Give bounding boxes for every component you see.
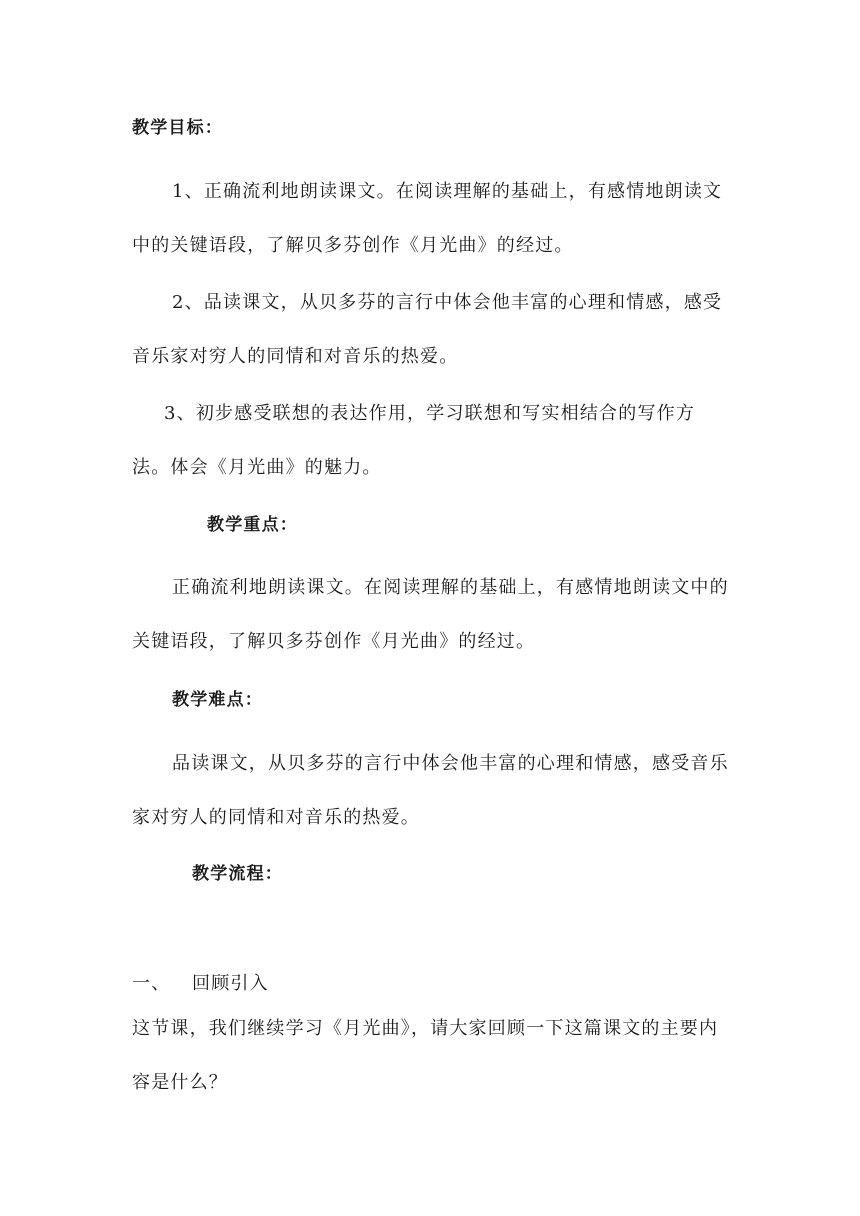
section-1-paragraph: 这节课，我们继续学习《月光曲》，请大家回顾一下这篇课文的主要内容是什么？ <box>132 1018 719 1093</box>
goal-3-paragraph: 3、初步感受联想的表达作用，学习联想和写实相结合的写作方法。体会《月光曲》的魅力。 <box>132 403 696 478</box>
section-1-heading <box>132 972 269 996</box>
process-heading: 教学流程： <box>192 864 283 884</box>
key-points-heading: 教学重点： <box>207 515 298 535</box>
key-points-paragraph: 正确流利地朗读课文。在阅读理解的基础上，有感情地朗读文中的关键语段，了解贝多芬创作《月光曲》的经过。 <box>132 577 729 652</box>
difficulty-heading: 教学难点： <box>172 690 263 710</box>
difficulty-paragraph: 品读课文，从贝多芬的言行中体会他丰富的心理和情感，感受音乐家对穷人的同情和对音乐的热爱。 <box>132 753 729 828</box>
section-1-title: 回顾引入 <box>192 973 269 994</box>
goal-1-paragraph: 1、正确流利地朗读课文。在阅读理解的基础上，有感情地朗读文中的关键语段，了解贝多芬创作《月光曲》的经过。 <box>132 181 723 256</box>
goals-heading: 教学目标： <box>132 118 223 138</box>
section-1-number: 一、 <box>132 973 171 994</box>
goal-2-paragraph: 2、品读课文，从贝多芬的言行中体会他丰富的心理和情感，感受音乐家对穷人的同情和对音乐的热爱。 <box>132 292 723 367</box>
